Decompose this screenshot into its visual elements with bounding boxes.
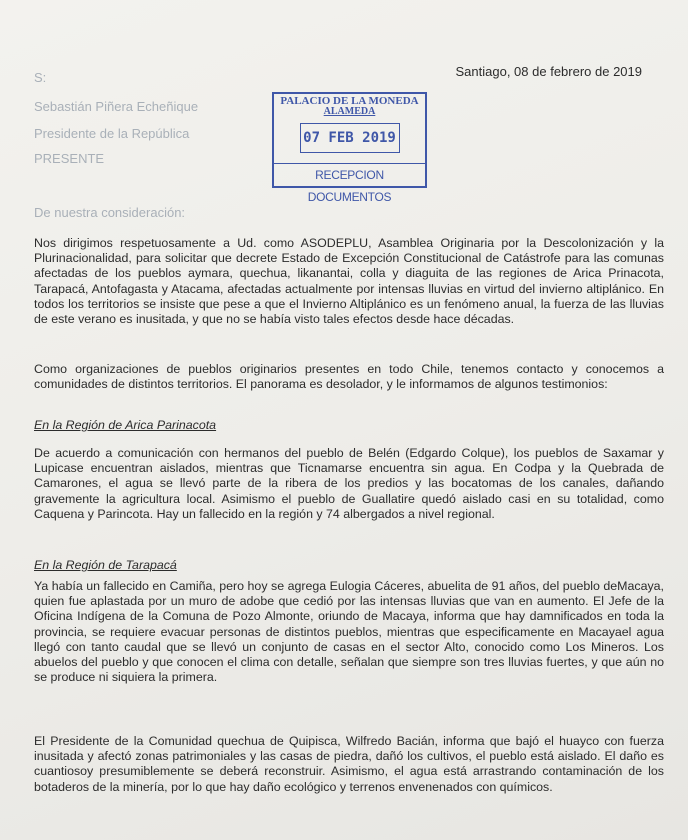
stamp-line2: ALAMEDA — [323, 106, 376, 117]
addressee-name: Sebastián Piñera Echeñique — [34, 99, 199, 114]
greeting: De nuestra consideración: — [34, 205, 186, 220]
stamp-line1: PALACIO DE LA MONEDA — [280, 95, 419, 107]
paragraph-5: El Presidente de la Comunidad quechua de Quipisca, Wilfredo Bacián, informa que bajó el huayco con fuerza inusitada y afectó zonas patrimoniales y las casas de piedra, dañó los cultivos, el pueblo está aislado. El daño es cuantiosoy presumiblemente se deberá reconstruir. Asimismo, el agua está arrastrando contaminación de los botaderos de la minería, por lo que hay daño ecológico y terrenos envenenados con químicos. — [34, 734, 664, 794]
stamp-date: 07 FEB 2019 — [300, 123, 400, 153]
paragraph-2: Como organizaciones de pueblos originarios presentes en todo Chile, tenemos contacto y conocemos a comunidades de distintos territorios. El panorama es desolador, y le informamos de algunos testimonios: — [34, 362, 664, 392]
paragraph-1: Nos dirigimos respetuosamente a Ud. como ASODEPLU, Asamblea Originaria por la Descolonización y la Plurinacionalidad, para solicitar que decrete Estado de Excepción Constitucional de Catástrofe para las comunas afectadas de los pueblos aymara, quechua, likanantai, colla y diaguita de las regiones de Arica Prinacota, Tarapacá, Antofagasta y Atacama, afectadas actualmente por intensas lluvias en virtud del invierno altiplánico. En todos los territorios se insiste que pese a que el Invierno Altiplánico es un fenómeno anual, la fuerza de las lluvias de este verano es inusitada, y que no se había visto tales efectos desde hace décadas. — [34, 236, 664, 327]
heading-tarapaca: En la Región de Tarapacá — [34, 558, 177, 572]
reception-stamp — [272, 92, 427, 204]
heading-arica: En la Región de Arica Parinacota — [34, 418, 217, 432]
addressee-title: Presidente de la República — [34, 126, 190, 141]
letter-date: Santiago, 08 de febrero de 2019 — [455, 64, 642, 79]
stamp-footer: RECEPCION DOCUMENTOS — [274, 163, 425, 186]
paragraph-4: Ya había un fallecido en Camiña, pero hoy se agrega Eulogia Cáceres, abuelita de 91 años, del pueblo deMacaya, quien fue aplastada por un muro de adobe que cedió por las intensas lluvias que van en aumento. El Jefe de la Oficina Indígena de la Comuna de Pozo Almonte, oriundo de Macaya, informa que hay damnificados en toda la provincia, se requiere evacuar personas de distintos pueblos, mientras que especificamente en Macayael agua llegó con tanto caudal que se llevó un conjunto de casas en el sector Alto, conocido como Los Mineros. Los abuelos del pueblo y que conocen el clima con detalle, señalan que siempre son tres lluvias fuertes, y que aún no se produce ni siquiera la primera. — [34, 579, 664, 685]
paragraph-3: De acuerdo a comunicación con hermanos del pueblo de Belén (Edgardo Colque), los pueblos de Saxamar y Lupicase encuentran aislados, mientras que Ticnamarse encuentra sin agua. En Codpa y la Quebrada de Camarones, el agua se llevó parte de la ribera de los predios y las bocatomas de los canales, dañando gravemente la agricultura local. Asimismo el pueblo de Guallatire quedó aislado casi en su totalidad, como Caquena y Parincota. Hay un fallecido en la región y 74 albergados a nivel regional. — [34, 446, 664, 521]
present-label: PRESENTE — [34, 151, 105, 166]
salutation-s: S: — [34, 70, 47, 85]
